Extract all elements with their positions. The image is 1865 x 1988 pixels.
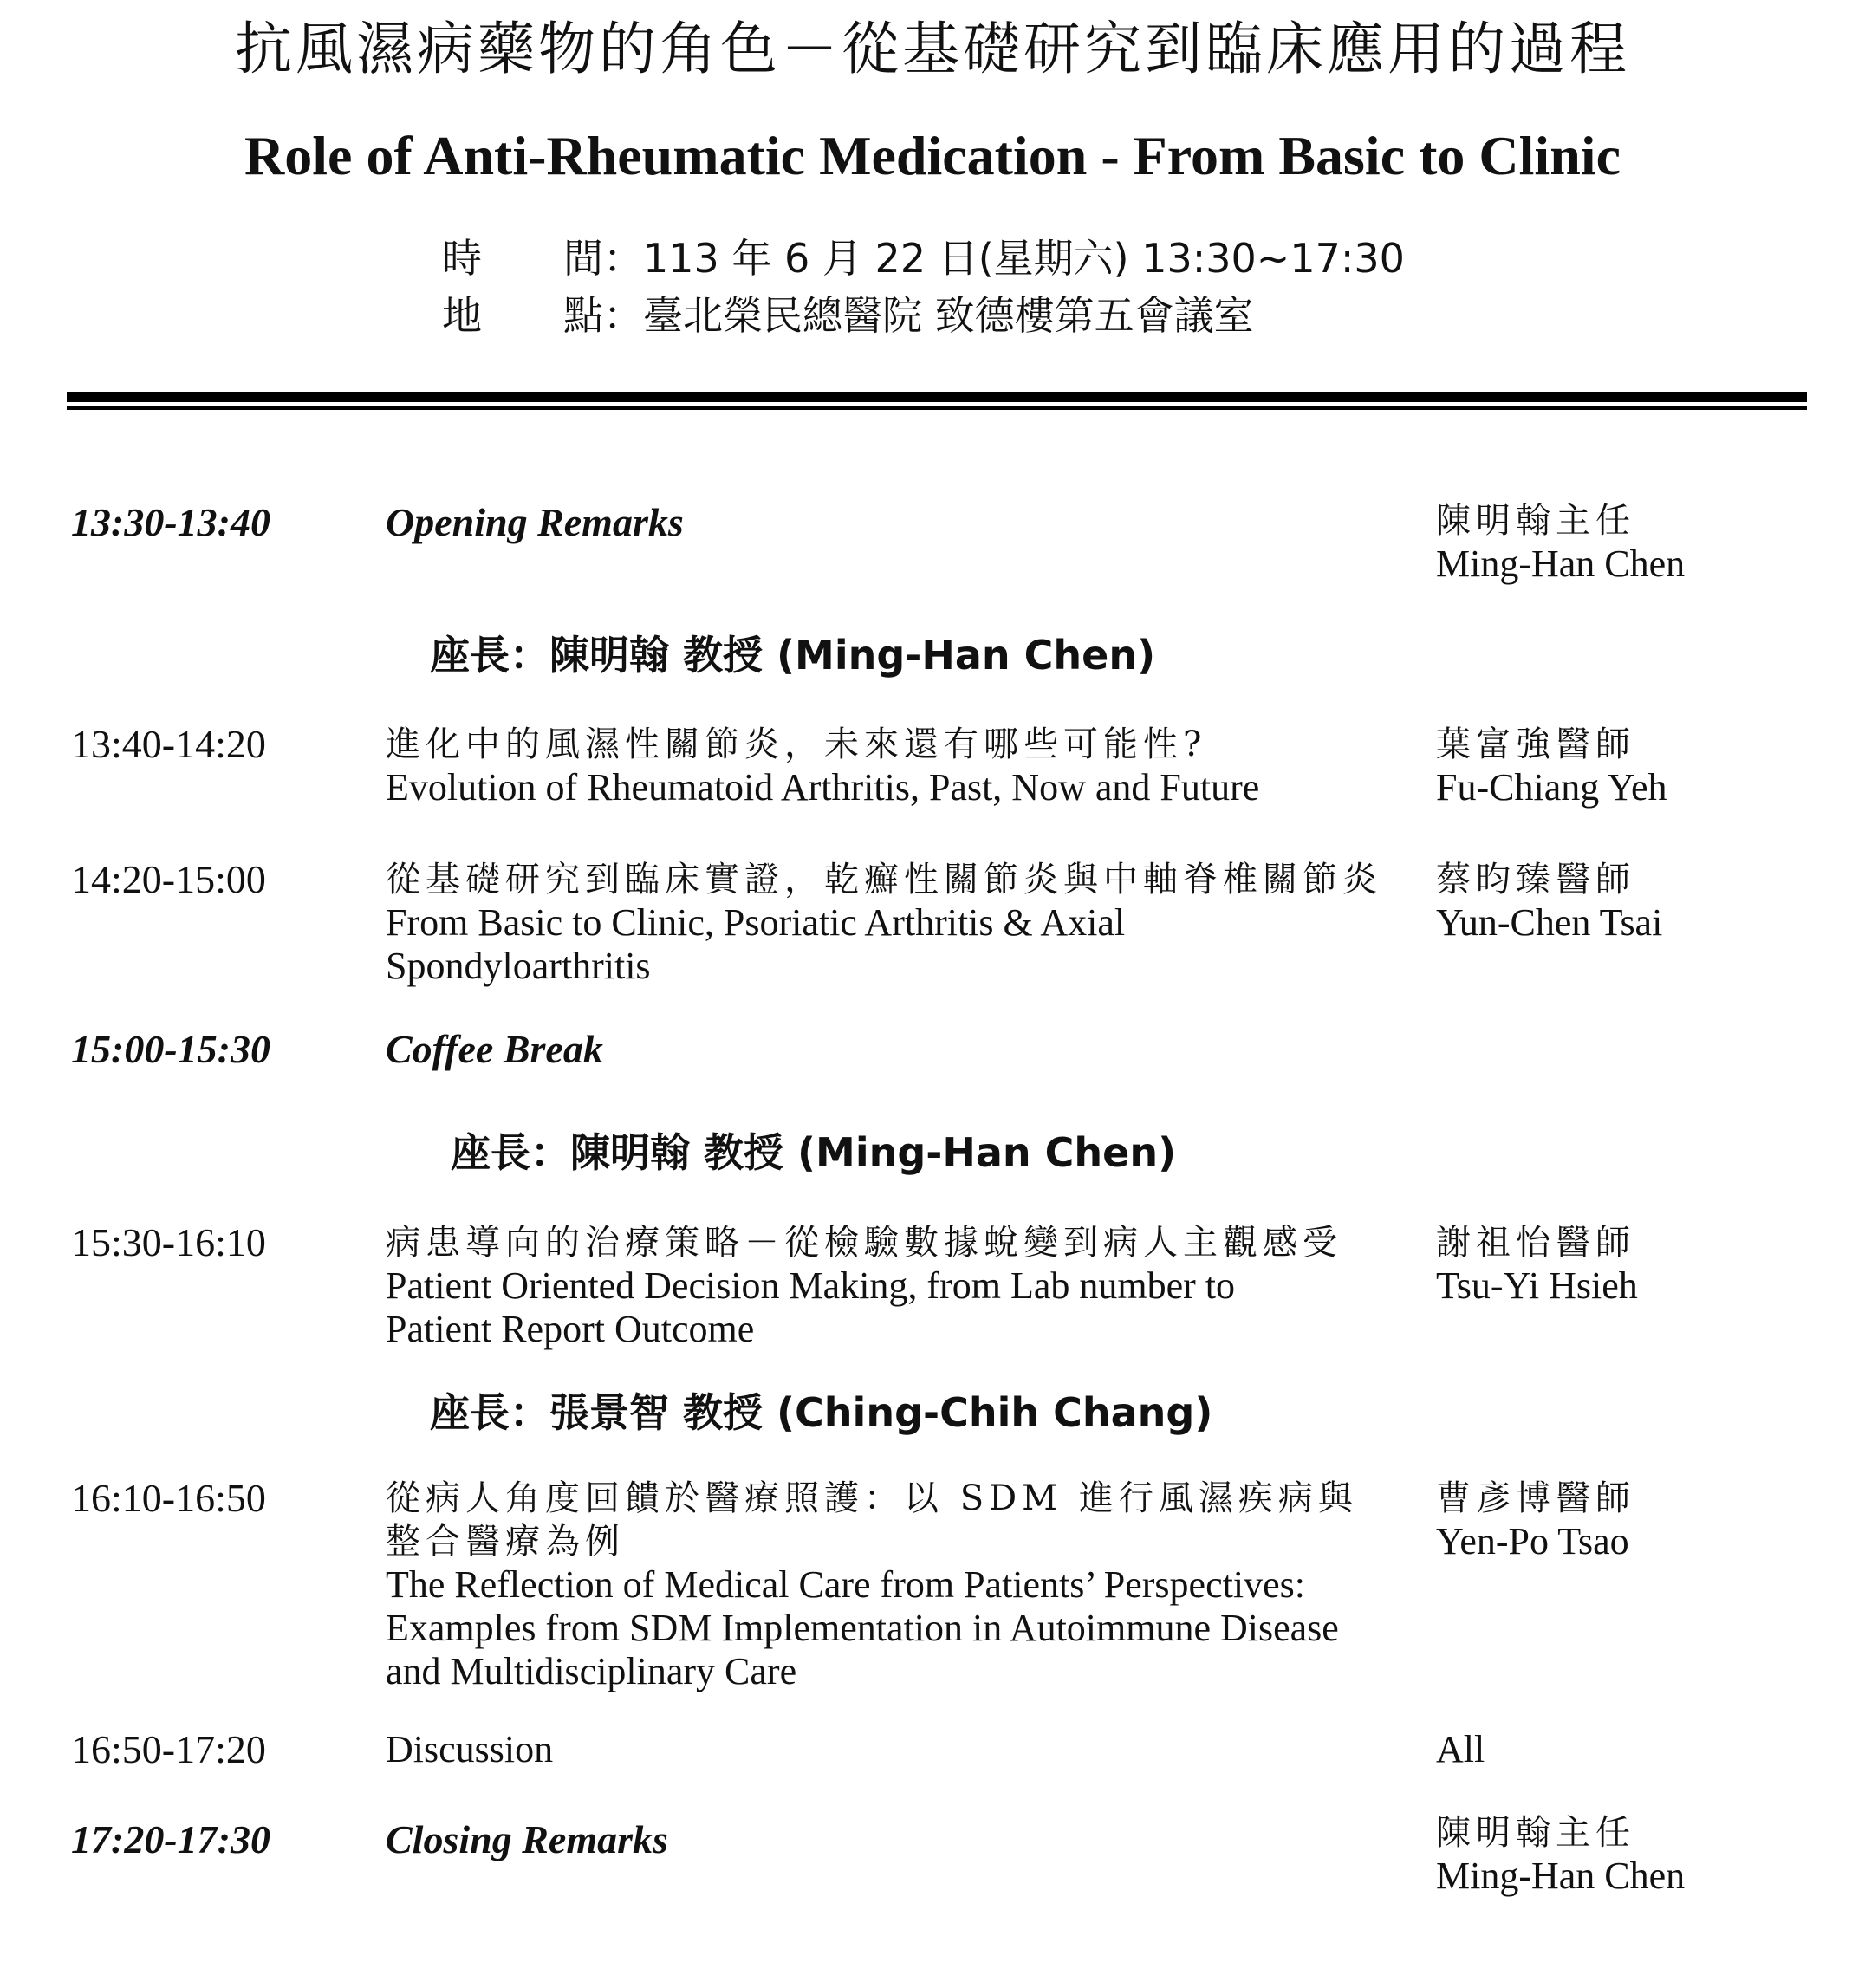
agenda-topic [386, 858, 1382, 988]
agenda-speaker [1436, 1477, 1835, 1563]
topic-chinese: 病患導向的治療策略－從檢驗數據蛻變到病人主觀感受 [386, 1223, 1342, 1263]
speaker-chinese: 陳明翰主任 [1436, 1813, 1635, 1853]
topic-english: Opening Remarks [386, 500, 684, 544]
time-value: 113 年 6 月 22 日(星期六) 13:30~17:30 [643, 235, 1405, 282]
speaker-chinese: 曹彥博醫師 [1436, 1478, 1635, 1518]
agenda-topic [386, 1728, 1408, 1771]
speaker-english: Yun-Chen Tsai [1436, 901, 1663, 944]
topic-chinese-cont: 整合醫療為例 [386, 1522, 625, 1562]
place-label-b: 點： [563, 292, 643, 339]
title-chinese: 抗風濕病藥物的角色－從基礎研究到臨床應用的過程 [235, 16, 1630, 82]
topic-english: Discussion [386, 1728, 554, 1770]
time-info [442, 232, 1405, 284]
place-info [442, 289, 1254, 341]
speaker-english: Tsu-Yi Hsieh [1436, 1264, 1638, 1307]
place-label-a: 地 [442, 292, 484, 339]
session-chair: 座長：張景智 教授 (Ching-Chih Chang) [430, 1389, 1213, 1436]
agenda-topic [386, 1221, 1408, 1351]
speaker-chinese: 謝祖怡醫師 [1436, 1223, 1635, 1263]
place-value: 臺北榮民總醫院 致德樓第五會議室 [643, 292, 1254, 339]
agenda-time: 17:20-17:30 [71, 1817, 270, 1861]
agenda-speaker [1436, 499, 1835, 586]
agenda-time: 14:20-15:00 [71, 857, 266, 901]
divider-thick [67, 392, 1807, 402]
topic-english: The Reflection of Medical Care from Patients’ Perspectives: Examples from SDM Implementation in Autoimmune Disease and Multidisciplinary Care [386, 1563, 1339, 1692]
agenda-time: 15:00-15:30 [71, 1027, 270, 1071]
session-chair: 座長：陳明翰 教授 (Ming-Han Chen) [451, 1129, 1177, 1176]
time-label-a: 時 [442, 235, 484, 282]
speaker-english: Yen-Po Tsao [1436, 1520, 1629, 1562]
agenda-topic [386, 1818, 1408, 1861]
agenda-topic [386, 723, 1408, 809]
agenda-time: 15:30-16:10 [71, 1220, 266, 1264]
speaker-chinese: 陳明翰主任 [1436, 501, 1635, 541]
agenda-speaker [1436, 1221, 1835, 1308]
agenda-speaker [1436, 858, 1835, 945]
agenda-topic [386, 1477, 1408, 1693]
topic-english: Closing Remarks [386, 1817, 668, 1861]
topic-chinese: 進化中的風濕性關節炎，未來還有哪些可能性? [386, 724, 1207, 764]
agenda-time: 13:40-14:20 [71, 722, 266, 766]
topic-english: Evolution of Rheumatoid Arthritis, Past, Now and Future [386, 766, 1260, 809]
speaker-chinese: 蔡昀臻醫師 [1436, 860, 1635, 900]
session-chair: 座長：陳明翰 教授 (Ming-Han Chen) [430, 632, 1156, 679]
agenda-time: 16:50-17:20 [71, 1727, 266, 1771]
topic-english: Coffee Break [386, 1027, 603, 1071]
topic-chinese: 從病人角度回饋於醫療照護：以 SDM 進行風濕疾病與 [386, 1478, 1358, 1518]
agenda-topic [386, 1028, 1408, 1071]
agenda-time: 16:10-16:50 [71, 1476, 266, 1520]
agenda-speaker [1436, 1728, 1835, 1771]
time-label-b: 間： [563, 235, 643, 282]
divider-thin [67, 406, 1807, 410]
speaker-english: Fu-Chiang Yeh [1436, 766, 1667, 809]
topic-english: From Basic to Clinic, Psoriatic Arthritis & Axial Spondyloarthritis [386, 901, 1126, 987]
speaker-english: Ming-Han Chen [1436, 542, 1686, 585]
agenda-time: 13:30-13:40 [71, 500, 270, 544]
topic-english: Patient Oriented Decision Making, from Lab number to Patient Report Outcome [386, 1264, 1235, 1350]
agenda-speaker [1436, 723, 1835, 809]
speaker-english: Ming-Han Chen [1436, 1855, 1686, 1897]
speaker-english: All [1436, 1728, 1485, 1770]
topic-chinese: 從基礎研究到臨床實證，乾癬性關節炎與中軸脊椎關節炎 [386, 860, 1382, 900]
speaker-chinese: 葉富強醫師 [1436, 724, 1635, 764]
agenda-speaker [1436, 1811, 1835, 1898]
title-english: Role of Anti-Rheumatic Medication - From Basic to Clinic [244, 125, 1621, 186]
agenda-topic [386, 501, 1408, 544]
